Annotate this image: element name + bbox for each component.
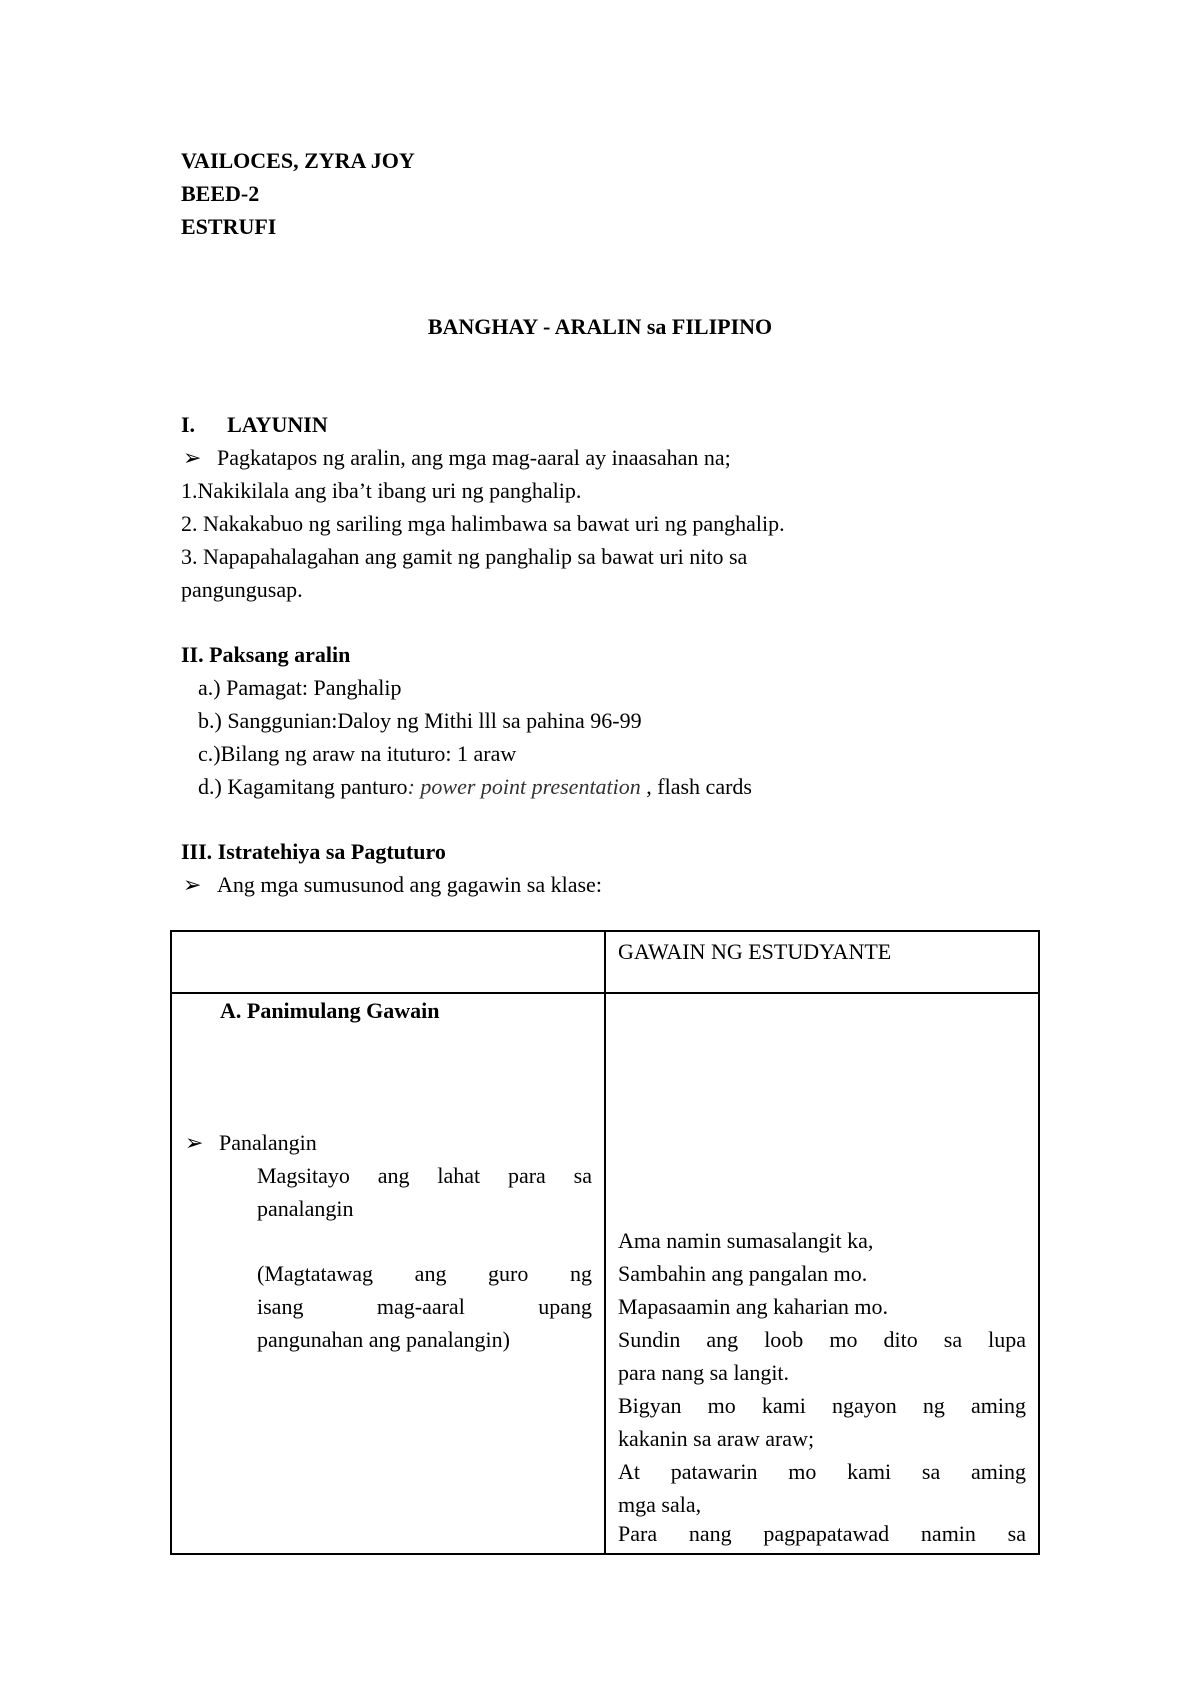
student-line: Sambahin ang pangalan mo. xyxy=(618,1261,868,1286)
student-line: Sundin ang loob mo dito sa lupa xyxy=(618,1327,1026,1352)
teacher-header-cell xyxy=(171,931,605,993)
lesson-table xyxy=(170,930,1040,1555)
section1-number: I. xyxy=(181,412,196,437)
arrow-bullet-icon: ➢ xyxy=(185,1130,204,1155)
table-body-row xyxy=(171,993,1039,1554)
student-header: GAWAIN NG ESTUDYANTE xyxy=(618,939,892,964)
section1-bullet xyxy=(183,445,731,471)
topic-days: c.)Bilang ng araw na ituturo: 1 araw xyxy=(198,741,517,766)
teacher-line: isang mag-aaral upang xyxy=(257,1294,592,1319)
document-title: BANGHAY - ARALIN sa FILIPINO xyxy=(427,314,773,339)
teacher-line: pangunahan ang panalangin) xyxy=(257,1327,510,1352)
section1-bullet-text: Pagkatapos ng aralin, ang mga mag-aaral ay inaasahan na; xyxy=(217,445,731,470)
materials-italic: : power point presentation xyxy=(407,774,641,799)
student-course: BEED-2 xyxy=(181,181,260,206)
student-header-cell xyxy=(605,931,1039,993)
section1-heading xyxy=(181,412,328,438)
section3-bullet xyxy=(183,872,602,898)
student-line: para nang sa langit. xyxy=(618,1360,790,1385)
materials-prefix: d.) Kagamitang panturo xyxy=(198,774,408,799)
student-line: Para nang pagpapatawad namin sa xyxy=(618,1521,1026,1546)
student-line: At patawarin mo kami sa aming xyxy=(618,1459,1026,1484)
section3-bullet-text: Ang mga sumusunod ang gagawin sa klase: xyxy=(217,872,602,897)
teacher-activity-cell xyxy=(171,993,605,1554)
student-line: mga sala, xyxy=(618,1492,702,1517)
table-header-row xyxy=(171,931,1039,993)
section3-heading: III. Istratehiya sa Pagtuturo xyxy=(181,839,446,864)
materials-suffix: , flash cards xyxy=(640,774,752,799)
teacher-line: panalangin xyxy=(257,1196,354,1221)
student-line: kakanin sa araw araw; xyxy=(618,1426,815,1451)
teacher-line: Magsitayo ang lahat para sa xyxy=(257,1163,592,1188)
table-subheading: A. Panimulang Gawain xyxy=(220,998,440,1023)
objective-2: 2. Nakakabuo ng sariling mga halimbawa sa bawat uri ng panghalip. xyxy=(181,511,785,536)
arrow-bullet-icon: ➢ xyxy=(183,872,202,897)
section2-heading: II. Paksang aralin xyxy=(181,642,351,667)
student-line: Ama namin sumasalangit ka, xyxy=(618,1228,874,1253)
topic-materials xyxy=(198,774,752,800)
objective-3-cont: pangungusap. xyxy=(181,577,303,602)
student-professor: ESTRUFI xyxy=(181,214,277,239)
prayer-label: Panalangin xyxy=(219,1130,317,1155)
objective-3: 3. Napapahalagahan ang gamit ng panghalip sa bawat uri nito sa xyxy=(181,544,748,569)
student-activity-cell xyxy=(605,993,1039,1554)
topic-title: a.) Pamagat: Panghalip xyxy=(198,675,402,700)
teacher-line: (Magtatawag ang guro ng xyxy=(257,1261,592,1286)
student-line: Mapasaamin ang kaharian mo. xyxy=(618,1294,889,1319)
student-name: VAILOCES, ZYRA JOY xyxy=(181,148,415,173)
student-line: Bigyan mo kami ngayon ng aming xyxy=(618,1393,1026,1418)
objective-1: 1.Nakikilala ang iba’t ibang uri ng panghalip. xyxy=(181,478,582,503)
topic-reference: b.) Sanggunian:Daloy ng Mithi lll sa pahina 96-99 xyxy=(198,708,642,733)
section1-title: LAYUNIN xyxy=(227,412,328,437)
arrow-bullet-icon: ➢ xyxy=(183,445,202,470)
prayer-bullet xyxy=(185,1130,317,1156)
